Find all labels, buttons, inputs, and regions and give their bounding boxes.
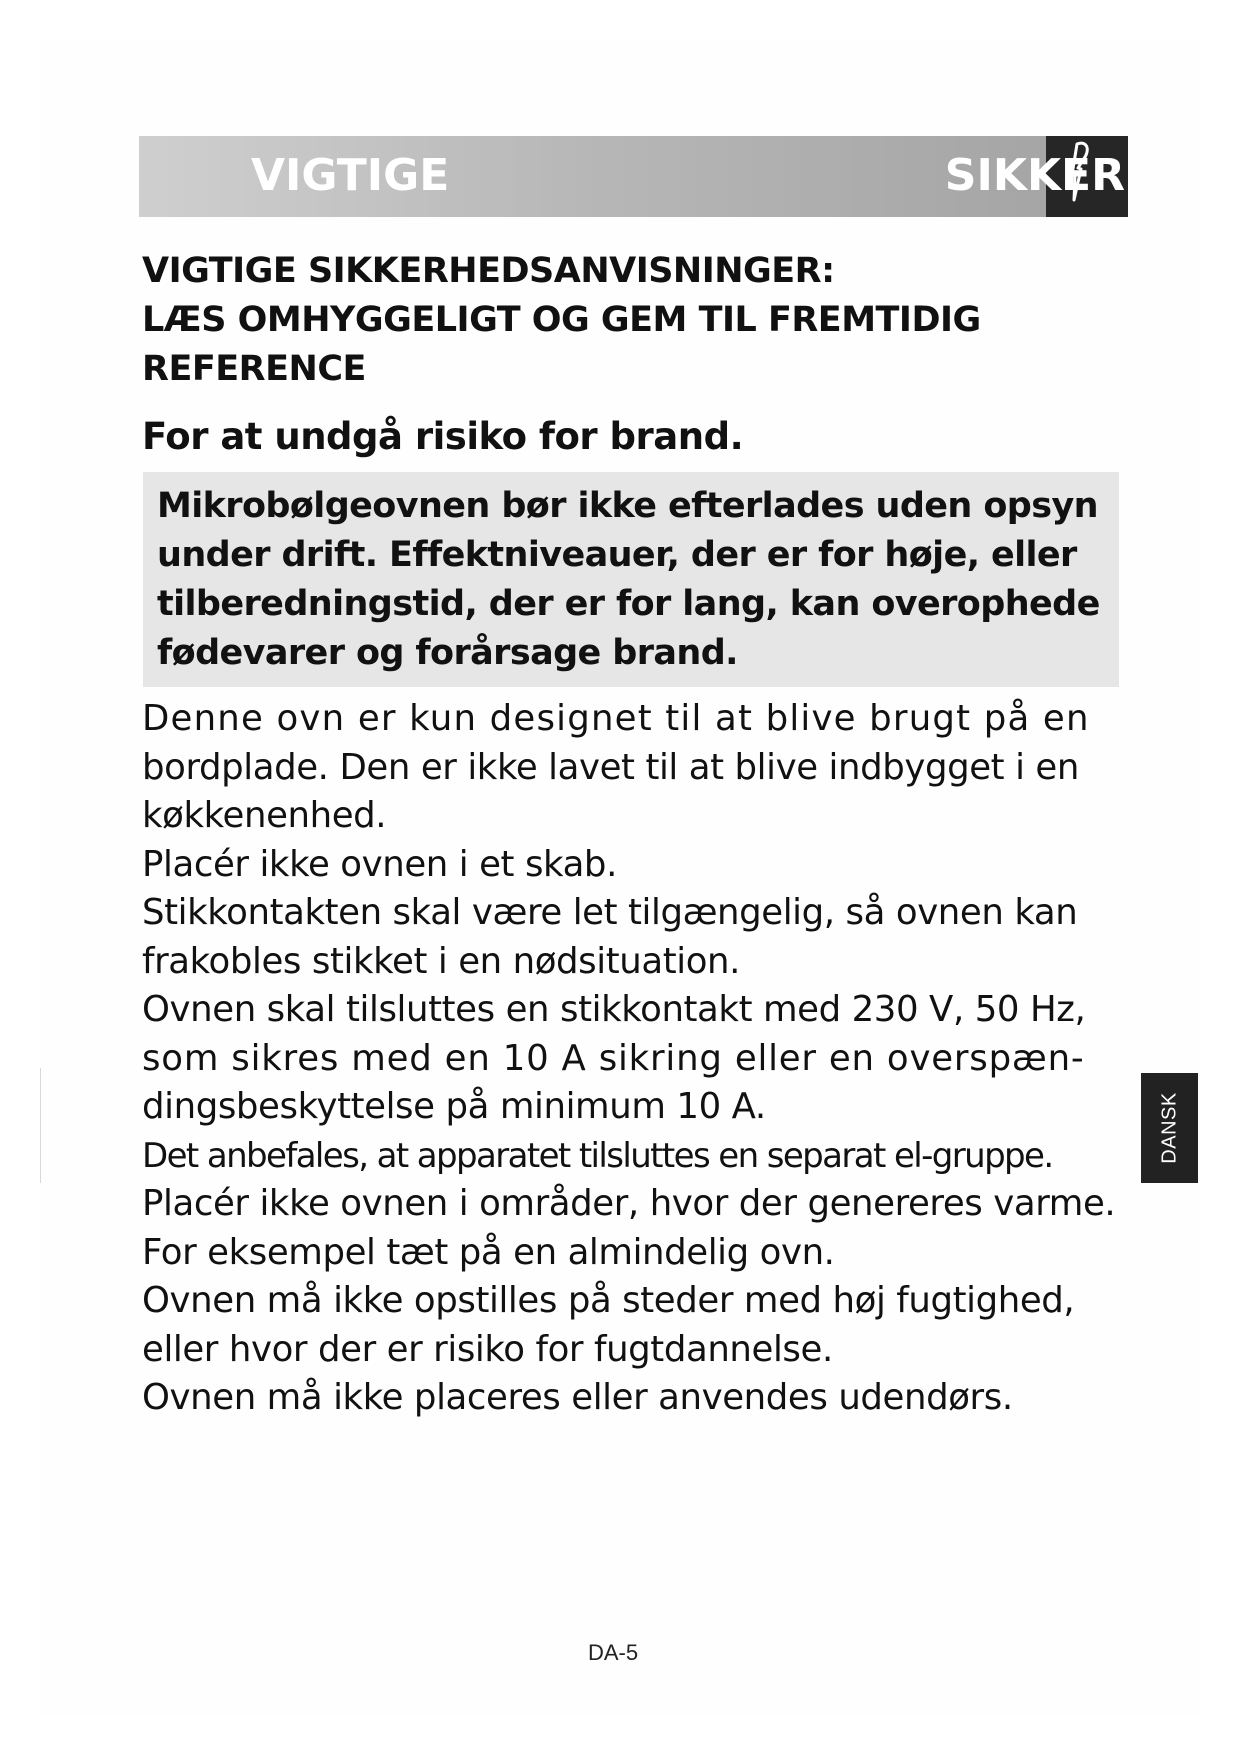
page-heading — [142, 247, 981, 394]
body-line: bordplade. Den er ikke lavet til at blive indbygget i en — [142, 746, 1079, 788]
warning-line: under drift. Effektniveauer, der er for høje, eller — [157, 535, 1077, 575]
body-line: eller hvor der er risiko for fugtdannelse. — [142, 1328, 833, 1370]
heading-line: VIGTIGE SIKKERHEDSANVISNINGER: — [142, 251, 835, 291]
page-number: DA-5 — [588, 1640, 639, 1665]
warning-line: Mikrobølgeovnen bør ikke efterlades uden opsyn — [157, 486, 1098, 526]
body-line: Det anbefales, at apparatet tilsluttes en separat el-gruppe. — [142, 1135, 1053, 1176]
body-line: Ovnen skal tilsluttes en stikkontakt med 230 V, 50 Hz, — [142, 989, 1086, 1030]
body-line: Ovnen må ikke placeres eller anvendes udendørs. — [142, 1377, 1013, 1418]
body-line: dingsbeskyttelse på minimum 10 A. — [142, 1086, 766, 1127]
body-line: Stikkontakten skal være let tilgængelig, så ovnen kan — [142, 892, 1078, 933]
body-line: Denne ovn er kun designet til at blive brugt på en — [142, 698, 1090, 739]
warning-box — [143, 472, 1119, 687]
body-line: Ovnen må ikke opstilles på steder med høj fugtighed, — [142, 1280, 1075, 1321]
body-line: For eksempel tæt på en almindelig ovn. — [142, 1231, 835, 1273]
warning-text — [157, 482, 1100, 678]
body-line: Placér ikke ovnen i et skab. — [142, 843, 617, 885]
fire-risk-subheading: For at undgå risiko for brand. — [142, 415, 744, 458]
warning-line: fødevarer og forårsage brand. — [157, 633, 738, 673]
banner-title-left: VIGTIGE — [251, 150, 450, 201]
body-line: køkkenenhed. — [142, 795, 387, 836]
body-line: Placér ikke ovnen i områder, hvor der genereres varme. — [142, 1183, 1116, 1224]
body-text — [142, 695, 1132, 1423]
banner-title-right: SIKKER — [944, 150, 1125, 201]
heading-line: REFERENCE — [142, 349, 366, 389]
body-line: frakobles stikket i en nødsituation. — [142, 940, 740, 982]
margin-rule — [40, 1068, 41, 1183]
body-line: som sikres med en 10 A sikring eller en overspæn- — [142, 1037, 1085, 1079]
heading-line: LÆS OMHYGGELIGT OG GEM TIL FREMTIDIG — [142, 300, 981, 340]
language-tab-label: DANSK — [1158, 1092, 1180, 1164]
language-tab — [1141, 1073, 1198, 1183]
section-banner — [139, 136, 1128, 217]
warning-line: tilberedningstid, der er for lang, kan overophede — [157, 584, 1100, 624]
